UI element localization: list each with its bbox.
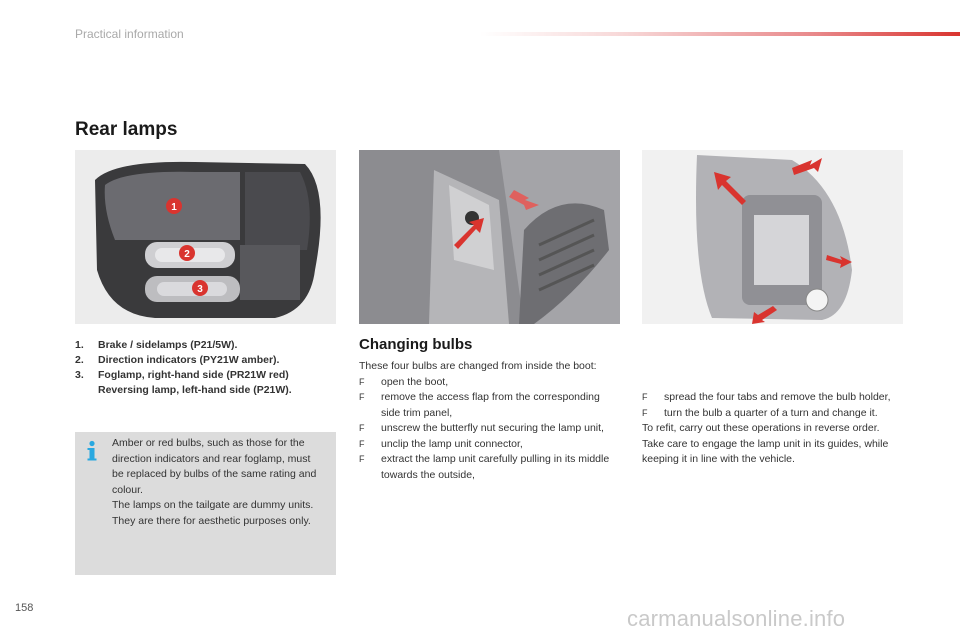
callout-3 bbox=[192, 280, 208, 296]
access-flap-photo bbox=[359, 150, 620, 324]
info-box bbox=[75, 432, 336, 575]
svg-text:2: 2 bbox=[184, 249, 190, 260]
rear-lamp-photo bbox=[75, 150, 336, 324]
step-item: F extract the lamp unit carefully pulling in its middle towards the outside, bbox=[359, 453, 610, 481]
bulb-list bbox=[75, 338, 345, 398]
list-item: 3. Foglamp, right-hand side (PR21W red) bbox=[75, 369, 289, 381]
page-title: Rear lamps bbox=[75, 119, 178, 140]
info-paragraph: The lamps on the tailgate are dummy units. They are there for aesthetic purposes only. bbox=[112, 499, 314, 527]
changing-bulbs-text bbox=[359, 359, 621, 483]
svg-text:3: 3 bbox=[197, 284, 203, 295]
section-heading: Changing bulbs bbox=[359, 336, 473, 353]
continued-text bbox=[642, 390, 904, 468]
step-item: F turn the bulb a quarter of a turn and change it. bbox=[642, 406, 878, 419]
step-item: F open the boot, bbox=[359, 375, 449, 388]
step-item: F remove the access flap from the corresponding side trim panel, bbox=[359, 391, 600, 419]
callout-1 bbox=[166, 198, 182, 214]
callout-2 bbox=[179, 245, 195, 261]
lamp-unit-photo bbox=[642, 150, 903, 324]
section-header: Practical information bbox=[75, 27, 184, 41]
svg-text:1: 1 bbox=[171, 202, 177, 213]
header-accent-bar bbox=[480, 32, 960, 36]
step-item: F unscrew the butterfly nut securing the lamp unit, bbox=[359, 422, 604, 434]
step-item: F spread the four tabs and remove the bulb holder, bbox=[642, 391, 891, 403]
watermark: carmanualsonline.info bbox=[627, 606, 846, 631]
intro-text: These four bulbs are changed from inside the boot: bbox=[359, 360, 597, 372]
step-item: F unclip the lamp unit connector, bbox=[359, 437, 523, 450]
list-item-continuation: Reversing lamp, left-hand side (P21W). bbox=[98, 384, 292, 396]
info-icon bbox=[85, 440, 99, 462]
refit-text: To refit, carry out these operations in reverse order. bbox=[642, 422, 880, 434]
page-number: 158 bbox=[15, 602, 34, 614]
info-text bbox=[112, 436, 324, 529]
note-text: Take care to engage the lamp unit in its guides, while keeping it in line with the vehicle. bbox=[642, 437, 889, 465]
list-item: 2. Direction indicators (PY21W amber). bbox=[75, 354, 280, 366]
list-item: 1. Brake / sidelamps (P21/5W). bbox=[75, 339, 238, 351]
info-paragraph: Amber or red bulbs, such as those for the direction indicators and rear foglamp, must be replaced by bulbs of the same rating and colour. bbox=[112, 437, 317, 496]
